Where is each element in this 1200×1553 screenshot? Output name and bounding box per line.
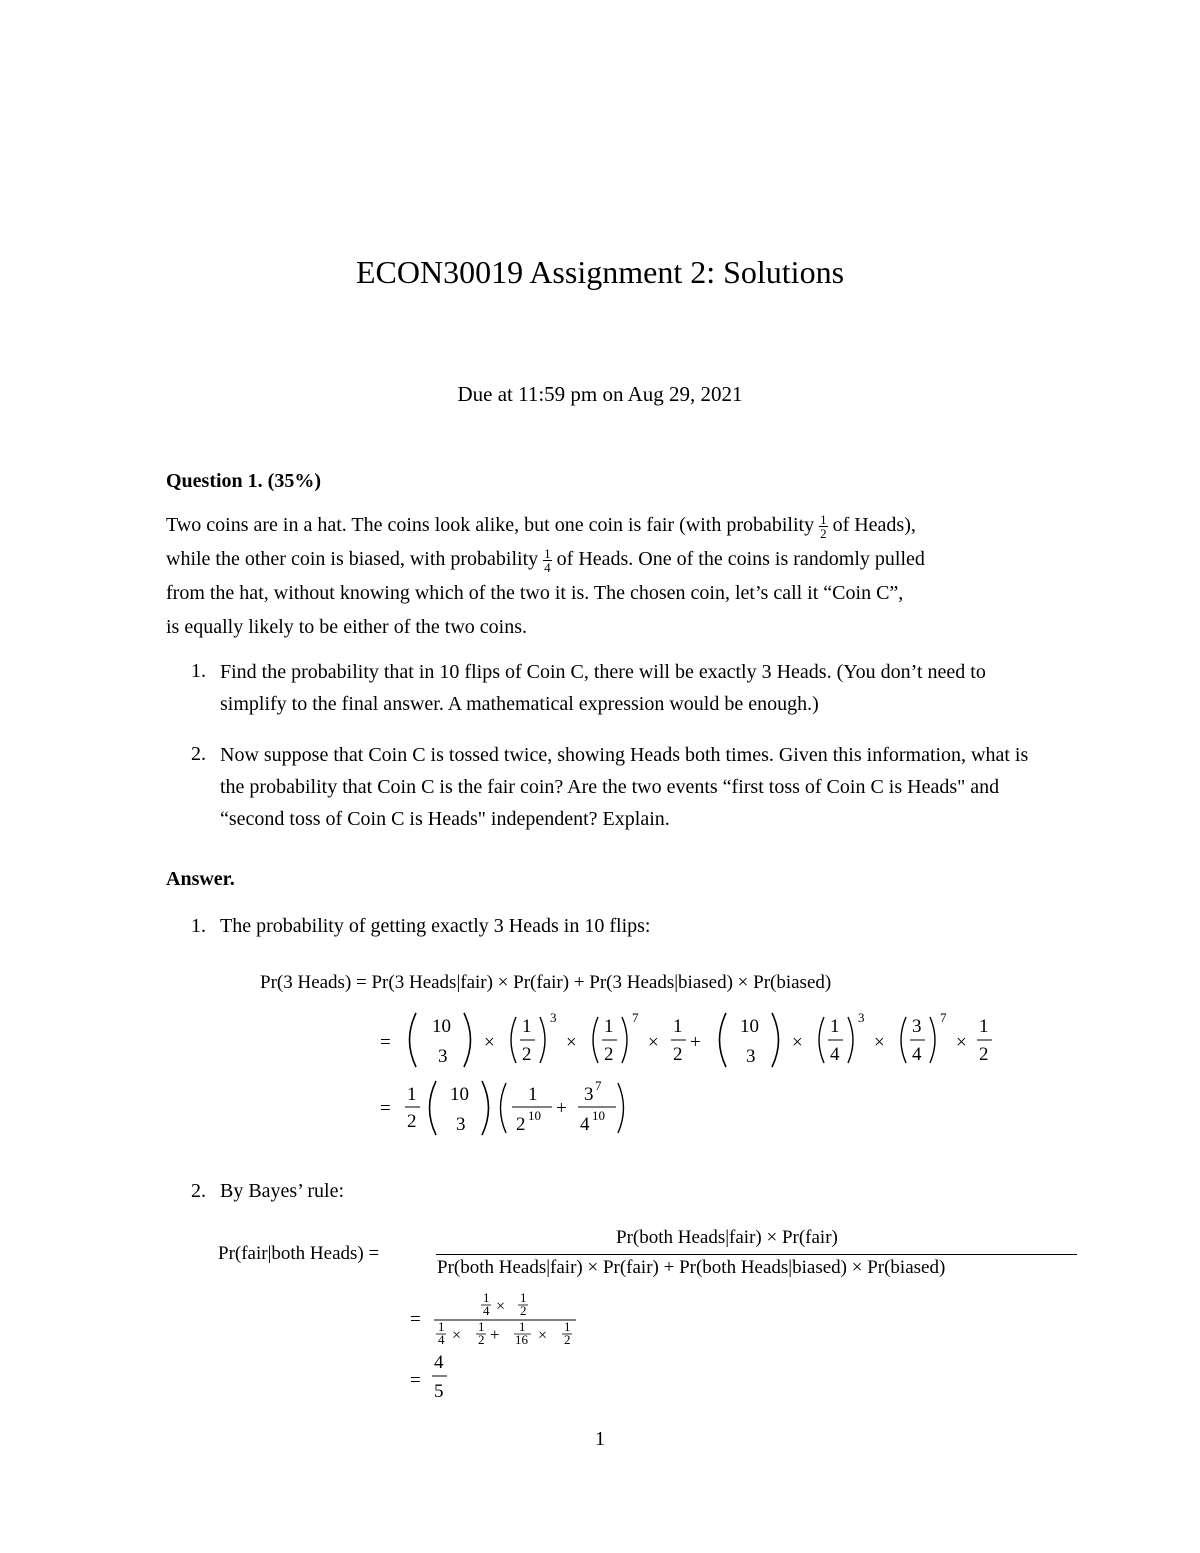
exponent: 7 [940,1010,947,1025]
frac-num: 1 [522,1016,532,1037]
frac-num: 3 [584,1084,594,1105]
frac-den: 2 [522,1044,532,1065]
bayes-lhs: Pr(fair|both Heads) = [218,1243,380,1264]
exponent: 10 [592,1108,605,1123]
exponent: 3 [550,1010,557,1025]
frac-num: 1 [407,1084,417,1105]
frac-num: 1 [820,511,827,527]
frac-den: 2 [979,1044,989,1065]
question-heading: Question 1. (35%) [166,470,321,492]
frac-num: 3 [912,1016,922,1037]
frac-den: 2 [516,1114,526,1135]
question-item-number: 2. [191,743,206,765]
plus-sign: + [490,1325,500,1344]
question-item-text: Now suppose that Coin C is tossed twice, showing Heads both times. Given this information, what is the probability that Coin C is the fair coin? Are the two events “first toss of Coin C is Heads" and “second toss of Coin C is Heads" independent? Explain. [220,744,1029,830]
frac-num: 1 [478,1319,485,1334]
exponent: 7 [595,1078,602,1093]
equals-sign: = [380,1098,391,1119]
exponent: 10 [528,1108,541,1123]
equals-sign: = [410,1309,421,1330]
times-sign: × [792,1032,803,1053]
para-text-d: of Heads. One of the coins is randomly pulled [556,548,925,570]
frac-den: 4 [830,1044,840,1065]
plus-sign: + [556,1098,567,1119]
para-text-f: is equally likely to be either of the two coins. [166,616,528,638]
binom-top: 10 [432,1016,451,1037]
bayes-numerator: Pr(both Heads|fair) × Pr(fair) [616,1227,838,1248]
times-sign: × [874,1032,885,1053]
para-text-b: of Heads), [832,514,916,536]
times-sign: × [484,1032,495,1053]
times-sign: × [452,1327,462,1344]
binom-top: 10 [450,1084,469,1105]
para-text-a: Two coins are in a hat. The coins look alike, but one coin is fair (with probability [166,514,815,536]
document-title: ECON30019 Assignment 2: Solutions [355,254,845,290]
frac-num: 1 [483,1290,490,1305]
question-item-number: 1. [191,660,206,682]
answer-heading: Answer. [166,868,235,890]
frac-den: 2 [820,525,827,541]
frac-num: 1 [519,1319,526,1334]
equation-line: Pr(3 Heads) = Pr(3 Heads|fair) × Pr(fair) + Pr(3 Heads|biased) × Pr(biased) [260,972,832,993]
frac-den: 2 [520,1303,527,1318]
binom-bottom: 3 [438,1046,448,1067]
frac-den: 4 [544,559,551,575]
para-text-c: while the other coin is biased, with probability [166,548,539,570]
frac-num: 1 [438,1319,445,1334]
times-sign: × [538,1327,548,1344]
frac-den: 4 [912,1044,922,1065]
frac-den: 2 [673,1044,683,1065]
plus-sign: + [690,1032,701,1053]
exponent: 3 [858,1010,865,1025]
answer-item-number: 1. [191,915,206,937]
frac-num: 1 [520,1290,527,1305]
frac-den: 2 [604,1044,614,1065]
answer-item-number: 2. [191,1180,206,1202]
question-item-text: Find the probability that in 10 flips of Coin C, there will be exactly 3 Heads. (You don’t need to simplify to the final answer. A mathematical expression would be enough.) [220,661,986,715]
para-text-e: from the hat, without knowing which of the two it is. The chosen coin, let’s call it “Coin C”, [166,582,904,604]
frac-num: 1 [830,1016,840,1037]
frac-num: 1 [604,1016,614,1037]
frac-num: 1 [544,545,551,561]
frac-den: 16 [515,1332,528,1347]
frac-den: 2 [407,1111,417,1132]
frac-den: 4 [438,1332,445,1347]
binom-bottom: 3 [456,1114,466,1135]
times-sign: × [648,1032,659,1053]
frac-num: 1 [564,1319,571,1334]
equals-sign: = [410,1370,421,1391]
answer-item-text: By Bayes’ rule: [220,1180,345,1202]
frac-num: 1 [528,1084,538,1105]
times-sign: × [956,1032,967,1053]
frac-num: 1 [979,1016,989,1037]
frac-num: 4 [434,1352,444,1373]
frac-den: 4 [483,1303,490,1318]
frac-den: 2 [478,1332,485,1347]
times-sign: × [496,1298,506,1315]
binom-top: 10 [740,1016,759,1037]
bayes-denominator: Pr(both Heads|fair) × Pr(fair) + Pr(both Heads|biased) × Pr(biased) [437,1257,946,1278]
due-date: Due at 11:59 pm on Aug 29, 2021 [457,382,743,406]
frac-den: 2 [564,1332,571,1347]
equals-sign: = [380,1032,391,1053]
frac-num: 1 [673,1016,683,1037]
binom-bottom: 3 [746,1046,756,1067]
exponent: 7 [632,1010,639,1025]
times-sign: × [566,1032,577,1053]
answer-item-text: The probability of getting exactly 3 Heads in 10 flips: [220,915,651,937]
frac-den: 5 [434,1381,444,1402]
frac-den: 4 [580,1114,590,1135]
page-number: 1 [595,1428,605,1450]
